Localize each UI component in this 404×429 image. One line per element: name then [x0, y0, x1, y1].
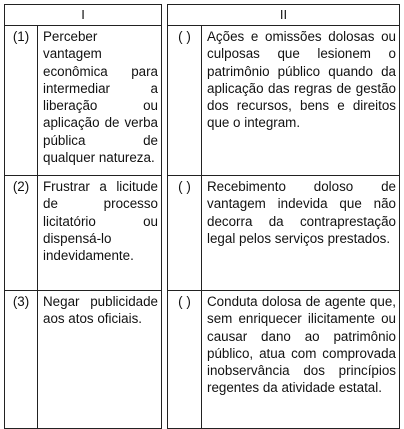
- item-text: Perceber vantagem econômica para intermediar a liberação ou aplicação de verba pública de qualquer natureza.: [38, 26, 162, 176]
- item-text: Negar publicidade aos atos oficiais.: [38, 291, 162, 429]
- column-i-header: I: [5, 5, 162, 26]
- table-row: [5, 26, 162, 176]
- column-ii-table: [167, 4, 400, 429]
- table-row: [168, 26, 400, 176]
- table-row: [168, 176, 400, 291]
- table-row: [5, 291, 162, 429]
- table-row: [168, 291, 400, 429]
- item-text: Frustrar a licitude de processo licitatório ou dispensá-lo indevidamente.: [38, 176, 162, 291]
- item-number: (2): [5, 176, 38, 291]
- answer-blank[interactable]: ( ): [168, 26, 202, 176]
- item-text: Ações e omissões dolosas ou culposas que lesionem o patrimônio público quando da aplicação das regras de gestão dos recursos, bens e direitos que o integram.: [202, 26, 400, 176]
- table-row: [5, 176, 162, 291]
- item-text: Recebimento doloso de vantagem indevida que não decorra da contraprestação legal pelos serviços prestados.: [202, 176, 400, 291]
- item-number: (1): [5, 26, 38, 176]
- answer-blank[interactable]: ( ): [168, 176, 202, 291]
- column-i-table: [4, 4, 162, 429]
- item-text: Conduta dolosa de agente que, sem enriquecer ilicitamente ou causar dano ao patrimônio público, atua com comprovada inobservância dos princípios regentes da atividade estatal.: [202, 291, 400, 429]
- column-ii-header: II: [168, 5, 400, 26]
- answer-blank[interactable]: ( ): [168, 291, 202, 429]
- item-number: (3): [5, 291, 38, 429]
